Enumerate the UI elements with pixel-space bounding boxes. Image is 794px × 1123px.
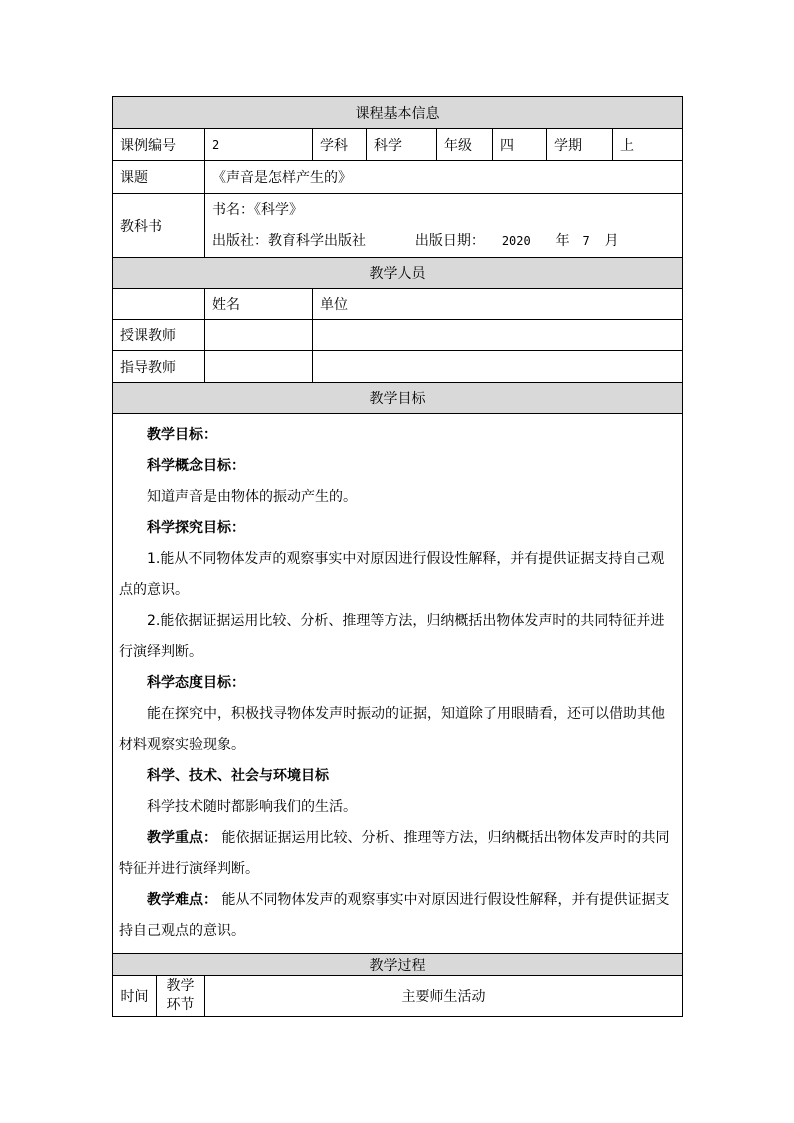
month-char: 月 xyxy=(604,232,619,249)
case-no-value: 2 xyxy=(205,129,313,161)
year-char: 年 xyxy=(555,232,570,249)
publisher: 出版社：教育科学出版社 xyxy=(212,232,366,249)
key-point xyxy=(119,823,676,885)
objectives-body xyxy=(113,414,683,954)
case-no-label: 课例编号 xyxy=(113,129,205,161)
activity-header: 主要师生活动 xyxy=(205,976,683,1017)
key-point-text: 能依据证据运用比较、分析、推理等方法，归纳概括出物体发声时的共同特征并进行演绎判断。 xyxy=(119,830,670,877)
attitude-text: 能在探究中，积极找寻物体发声时振动的证据，知道除了用眼睛看，还可以借助其他材料观察实验现象。 xyxy=(119,706,665,753)
publisher-line xyxy=(212,226,675,257)
topic-value: 《声音是怎样产生的》 xyxy=(205,161,683,194)
attitude-heading: 科学态度目标： xyxy=(147,675,245,691)
inquiry-heading: 科学探究目标： xyxy=(147,520,245,536)
stage-header: 教学环节 xyxy=(157,976,205,1017)
concept-text: 知道声音是由物体的振动产生的。 xyxy=(147,489,357,505)
section-staff: 教学人员 xyxy=(113,258,683,289)
textbook-info xyxy=(205,194,683,258)
lesson-plan-page xyxy=(112,96,682,1017)
difficulty-text: 能从不同物体发声的观察事实中对原因进行假设性解释，并有提供证据支持自己观点的意识。 xyxy=(119,892,670,939)
pub-year: 2020 xyxy=(501,233,531,248)
book-name: 书名：《科学》 xyxy=(212,201,303,218)
teacher-unit xyxy=(313,320,683,351)
term-label: 学期 xyxy=(547,129,613,161)
unit-header: 单位 xyxy=(313,289,683,320)
objectives-heading: 教学目标： xyxy=(147,427,217,443)
key-point-label: 教学重点： xyxy=(147,830,217,846)
textbook-label: 教科书 xyxy=(113,194,205,258)
mentor-unit xyxy=(313,351,683,383)
term-value: 上 xyxy=(613,129,683,161)
topic-label: 课题 xyxy=(113,161,205,194)
inquiry-item-2: 2.能依据证据运用比较、分析、推理等方法，归纳概括出物体发声时的共同特征并进行演绎判断。 xyxy=(119,613,665,660)
staff-blank-header xyxy=(113,289,205,320)
section-basic-info: 课程基本信息 xyxy=(113,97,683,129)
time-header: 时间 xyxy=(113,976,157,1017)
concept-heading: 科学概念目标： xyxy=(147,458,245,474)
inquiry-item-1: 1.能从不同物体发声的观察事实中对原因进行假设性解释，并有提供证据支持自己观点的意识。 xyxy=(119,551,665,598)
section-objectives: 教学目标 xyxy=(113,383,683,414)
lesson-plan-table xyxy=(112,96,683,1017)
stse-text: 科学技术随时都影响我们的生活。 xyxy=(147,799,357,815)
mentor-name xyxy=(205,351,313,383)
grade-label: 年级 xyxy=(437,129,493,161)
subject-label: 学科 xyxy=(313,129,367,161)
difficulty-point xyxy=(119,885,676,947)
pub-month: 7 xyxy=(582,233,590,248)
teacher-label: 授课教师 xyxy=(113,320,205,351)
difficulty-label: 教学难点： xyxy=(147,892,217,908)
stse-heading: 科学、技术、社会与环境目标 xyxy=(147,768,329,784)
mentor-label: 指导教师 xyxy=(113,351,205,383)
teacher-name xyxy=(205,320,313,351)
name-header: 姓名 xyxy=(205,289,313,320)
section-process: 教学过程 xyxy=(113,954,683,976)
subject-value: 科学 xyxy=(367,129,437,161)
pub-date-label: 出版日期： xyxy=(414,232,485,249)
grade-value: 四 xyxy=(493,129,547,161)
